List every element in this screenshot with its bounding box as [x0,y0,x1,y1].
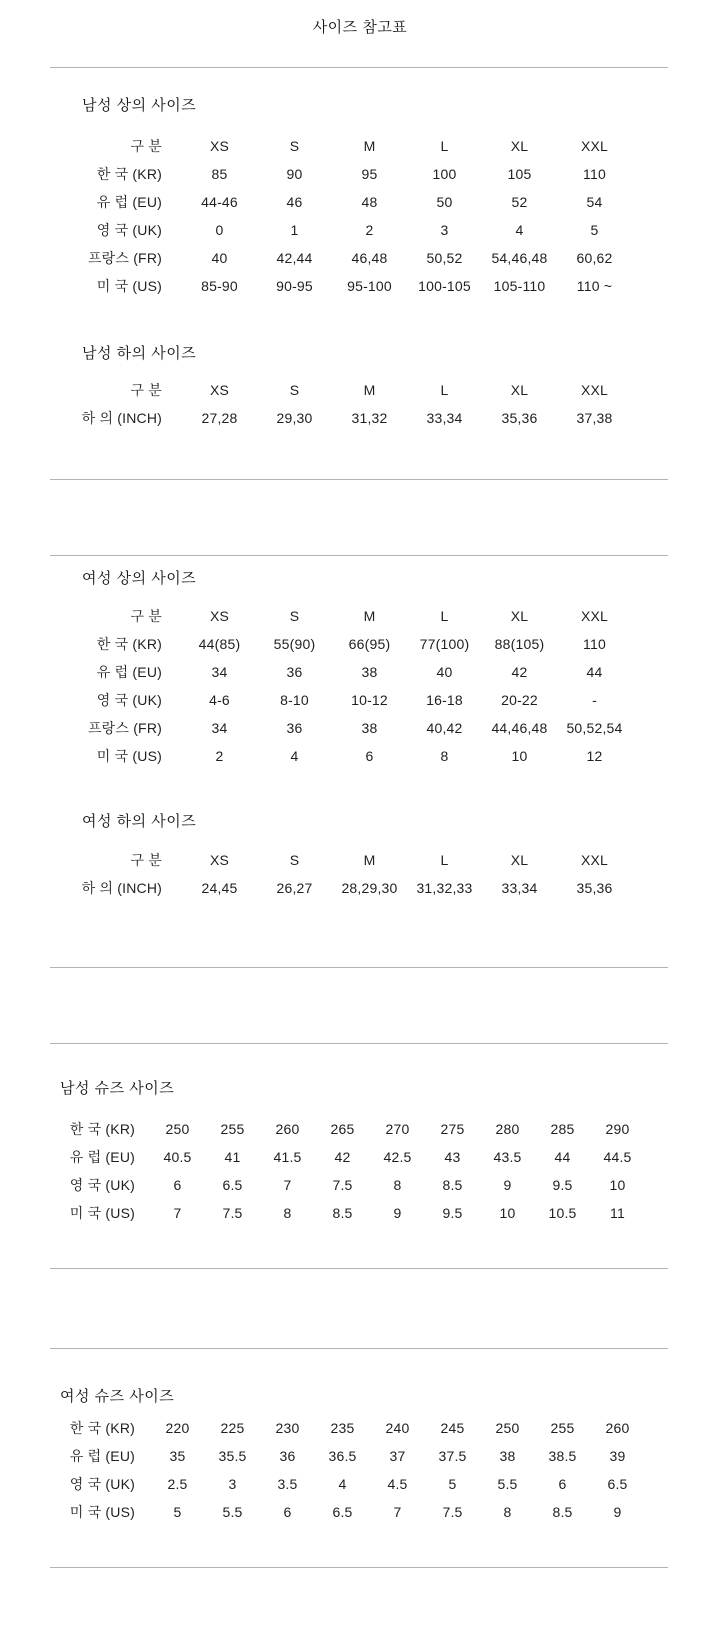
table-row [0,742,720,770]
size-value-cell: 38 [361,664,378,680]
size-value-cell: 44.5 [603,1149,632,1165]
size-value-cell: 88(105) [494,636,545,652]
size-value-cell: 260 [605,1420,630,1436]
size-value-cell: 26,27 [276,880,313,896]
size-value-cell: 220 [165,1420,190,1436]
size-value-cell: 6.5 [222,1177,243,1193]
size-value-cell: 66(95) [348,636,391,652]
size-value-cell: 44 [554,1149,571,1165]
row-label: 하 의 (INCH) [81,880,162,896]
size-value-cell: 35.5 [218,1448,247,1464]
size-value-cell: 36 [286,664,303,680]
section-heading-womens-bottoms: 여성 하의 사이즈 [82,813,197,830]
column-header: XXL [580,852,609,868]
size-value-cell: 100-105 [418,278,471,294]
table-header-row [0,602,720,630]
size-value-cell: 235 [330,1420,355,1436]
column-header: XXL [580,382,609,398]
column-header: XS [209,852,230,868]
size-value-cell: 4.5 [387,1476,408,1492]
size-value-cell: 37 [389,1448,406,1464]
divider [50,67,668,68]
size-value-cell: 8 [503,1504,512,1520]
row-label: 한 국 (KR) [69,1121,135,1137]
womens-shoes-table [0,1414,720,1526]
size-value-cell: 255 [550,1420,575,1436]
size-value-cell: 6 [173,1177,182,1193]
column-header: XS [209,608,230,624]
mens-bottoms-table [0,376,720,432]
size-value-cell: 2.5 [167,1476,188,1492]
table-row [0,1498,720,1526]
size-value-cell: 60,62 [576,250,613,266]
size-value-cell: 240 [385,1420,410,1436]
size-value-cell: 43 [444,1149,461,1165]
column-header: M [363,138,376,154]
table-row [0,686,720,714]
size-value-cell: 270 [385,1121,410,1137]
column-header: XL [510,608,529,624]
size-value-cell: 90 [286,166,303,182]
table-row [0,1115,720,1143]
size-value-cell: 110 [583,636,606,652]
divider [50,1043,668,1044]
table-row [0,404,720,432]
size-value-cell: 105 [507,166,532,182]
size-value-cell: 40,42 [426,720,463,736]
size-value-cell: 4-6 [209,692,230,708]
table-row [0,160,720,188]
row-label: 구 분 [130,138,162,154]
size-value-cell: 52 [511,194,528,210]
table-row [0,658,720,686]
size-value-cell: 33,34 [501,880,538,896]
size-value-cell: 85 [211,166,228,182]
size-value-cell: 9.5 [552,1177,573,1193]
size-value-cell: 36.5 [328,1448,357,1464]
row-label: 미 국 (US) [96,278,162,294]
size-value-cell: 42.5 [383,1149,412,1165]
row-label: 영 국 (UK) [96,222,162,238]
size-value-cell: 9 [503,1177,512,1193]
size-value-cell: 280 [495,1121,520,1137]
size-value-cell: 54 [586,194,603,210]
table-header-row [0,376,720,404]
size-value-cell: 3 [440,222,449,238]
size-value-cell: 7.5 [332,1177,353,1193]
column-header: XL [510,852,529,868]
size-value-cell: 11 [610,1205,625,1221]
table-row [0,1199,720,1227]
size-value-cell: 2 [365,222,374,238]
size-value-cell: 7 [173,1205,182,1221]
row-label: 한 국 (KR) [96,636,162,652]
size-value-cell: 100 [432,166,457,182]
size-value-cell: 110 ~ [576,278,613,294]
size-value-cell: 50,52,54 [566,720,623,736]
divider [50,555,668,556]
size-value-cell: 8-10 [280,692,309,708]
row-label: 미 국 (US) [69,1205,135,1221]
row-label: 한 국 (KR) [96,166,162,182]
table-header-row [0,846,720,874]
size-value-cell: 4 [338,1476,347,1492]
size-value-cell: 46,48 [351,250,388,266]
size-value-cell: 225 [220,1420,245,1436]
table-row [0,714,720,742]
size-value-cell: 55(90) [273,636,316,652]
size-value-cell: 29,30 [276,410,313,426]
size-value-cell: 5 [173,1504,182,1520]
size-value-cell: 77(100) [419,636,470,652]
size-value-cell: 90-95 [276,278,313,294]
size-value-cell: 8 [393,1177,402,1193]
section-heading-mens-tops: 남성 상의 사이즈 [82,97,197,114]
size-value-cell: 42 [511,664,528,680]
size-value-cell: 39 [609,1448,626,1464]
row-label: 유 럽 (EU) [69,1149,135,1165]
size-value-cell: 42,44 [276,250,313,266]
row-label: 유 럽 (EU) [96,664,162,680]
section-heading-mens-bottoms: 남성 하의 사이즈 [82,345,197,362]
row-label: 한 국 (KR) [69,1420,135,1436]
table-row [0,216,720,244]
divider [50,1348,668,1349]
size-value-cell: 48 [361,194,378,210]
size-value-cell: 35 [169,1448,186,1464]
row-label: 미 국 (US) [96,748,162,764]
size-value-cell: 44-46 [201,194,238,210]
size-value-cell: 2 [215,748,224,764]
size-value-cell: 35,36 [501,410,538,426]
size-value-cell: 10 [511,748,528,764]
size-value-cell: 38 [499,1448,516,1464]
size-value-cell: 44(85) [198,636,241,652]
section-heading-mens-shoes: 남성 슈즈 사이즈 [60,1080,175,1097]
size-value-cell: 12 [586,748,603,764]
size-value-cell: 37,38 [576,410,613,426]
size-value-cell: 0 [215,222,224,238]
size-value-cell: 44 [586,664,603,680]
table-row [0,1143,720,1171]
table-row [0,874,720,902]
size-value-cell: 6 [283,1504,292,1520]
size-value-cell: 10-12 [351,692,388,708]
size-value-cell: 265 [330,1121,355,1137]
size-value-cell: 7 [393,1504,402,1520]
column-header: XL [510,138,529,154]
size-value-cell: 230 [275,1420,300,1436]
mens-shoes-table [0,1115,720,1227]
size-value-cell: 8 [283,1205,292,1221]
row-label: 영 국 (UK) [69,1177,135,1193]
table-row [0,1442,720,1470]
size-value-cell: 43.5 [493,1149,522,1165]
column-header: L [440,382,449,398]
table-row [0,244,720,272]
size-value-cell: 95-100 [347,278,392,294]
row-label: 하 의 (INCH) [81,410,162,426]
row-label: 구 분 [130,608,162,624]
divider [50,479,668,480]
column-header: S [289,608,300,624]
table-row [0,1171,720,1199]
table-row [0,272,720,300]
size-value-cell: 8.5 [552,1504,573,1520]
size-value-cell: 27,28 [201,410,238,426]
size-value-cell: 290 [605,1121,630,1137]
size-value-cell: 4 [515,222,524,238]
size-value-cell: 33,34 [426,410,463,426]
size-value-cell: 41 [224,1149,241,1165]
size-value-cell: 3.5 [277,1476,298,1492]
size-value-cell: 105-110 [493,278,546,294]
size-value-cell: 8.5 [442,1177,463,1193]
size-value-cell: 46 [286,194,303,210]
column-header: XXL [580,138,609,154]
size-value-cell: 42 [334,1149,351,1165]
size-value-cell: 285 [550,1121,575,1137]
size-value-cell: 250 [165,1121,190,1137]
page-title: 사이즈 참고표 [312,19,408,36]
row-label: 미 국 (US) [69,1504,135,1520]
size-value-cell: 20-22 [501,692,538,708]
size-value-cell: 10 [499,1205,516,1221]
size-value-cell: 275 [440,1121,465,1137]
column-header: XS [209,138,230,154]
row-label: 영 국 (UK) [96,692,162,708]
row-label: 유 럽 (EU) [69,1448,135,1464]
size-value-cell: 5.5 [222,1504,243,1520]
divider [50,967,668,968]
size-value-cell: 255 [220,1121,245,1137]
size-value-cell: 9 [393,1205,402,1221]
size-value-cell: 3 [228,1476,237,1492]
column-header: S [289,138,300,154]
size-value-cell: 6.5 [332,1504,353,1520]
column-header: L [440,608,449,624]
row-label: 구 분 [130,852,162,868]
size-value-cell: 54,46,48 [491,250,548,266]
size-value-cell: 7.5 [222,1205,243,1221]
size-value-cell: 37.5 [438,1448,467,1464]
size-value-cell: 8 [440,748,449,764]
size-value-cell: 4 [290,748,299,764]
size-value-cell: 6.5 [607,1476,628,1492]
table-row [0,188,720,216]
size-value-cell: 8.5 [332,1205,353,1221]
column-header: M [363,382,376,398]
column-header: L [440,138,449,154]
size-value-cell: 6 [365,748,374,764]
size-value-cell: 9 [613,1504,622,1520]
table-header-row [0,132,720,160]
size-value-cell: 110 [583,166,606,182]
column-header: S [289,852,300,868]
size-value-cell: 31,32 [351,410,388,426]
size-value-cell: 10.5 [548,1205,577,1221]
size-value-cell: 9.5 [442,1205,463,1221]
size-value-cell: 24,45 [201,880,238,896]
size-value-cell: 40 [436,664,453,680]
size-value-cell: 35,36 [576,880,613,896]
column-header: XL [510,382,529,398]
size-value-cell: 50,52 [426,250,463,266]
size-value-cell: 5 [448,1476,457,1492]
size-value-cell: 28,29,30 [341,880,398,896]
size-value-cell: 50 [436,194,453,210]
womens-tops-table [0,602,720,770]
row-label: 구 분 [130,382,162,398]
table-row [0,1414,720,1442]
size-value-cell: 34 [211,720,228,736]
section-heading-womens-shoes: 여성 슈즈 사이즈 [60,1388,175,1405]
divider [50,1567,668,1568]
size-value-cell: 41.5 [273,1149,302,1165]
column-header: XS [209,382,230,398]
mens-tops-table [0,132,720,300]
size-value-cell: 1 [290,222,299,238]
section-heading-womens-tops: 여성 상의 사이즈 [82,570,197,587]
size-value-cell: 5.5 [497,1476,518,1492]
column-header: L [440,852,449,868]
column-header: M [363,608,376,624]
row-label: 프랑스 (FR) [87,720,162,736]
womens-bottoms-table [0,846,720,902]
size-value-cell: 6 [558,1476,567,1492]
size-value-cell: 34 [211,664,228,680]
size-value-cell: 7.5 [442,1504,463,1520]
size-value-cell: 44,46,48 [491,720,548,736]
size-value-cell: 245 [440,1420,465,1436]
size-value-cell: 40 [211,250,228,266]
size-value-cell: 95 [361,166,378,182]
column-header: S [289,382,300,398]
row-label: 유 럽 (EU) [96,194,162,210]
column-header: XXL [580,608,609,624]
size-value-cell: 10 [609,1177,626,1193]
size-value-cell: 250 [495,1420,520,1436]
row-label: 영 국 (UK) [69,1476,135,1492]
table-row [0,630,720,658]
size-value-cell: 36 [286,720,303,736]
row-label: 프랑스 (FR) [87,250,162,266]
size-value-cell: 7 [283,1177,292,1193]
size-value-cell: 36 [279,1448,296,1464]
size-value-cell: 260 [275,1121,300,1137]
divider [50,1268,668,1269]
size-value-cell: 40.5 [163,1149,192,1165]
size-value-cell: 38.5 [548,1448,577,1464]
size-value-cell: 31,32,33 [416,880,473,896]
size-value-cell: 16-18 [426,692,463,708]
size-value-cell: 38 [361,720,378,736]
size-value-cell: - [592,692,597,708]
size-value-cell: 85-90 [201,278,238,294]
table-row [0,1470,720,1498]
column-header: M [363,852,376,868]
size-value-cell: 5 [590,222,599,238]
